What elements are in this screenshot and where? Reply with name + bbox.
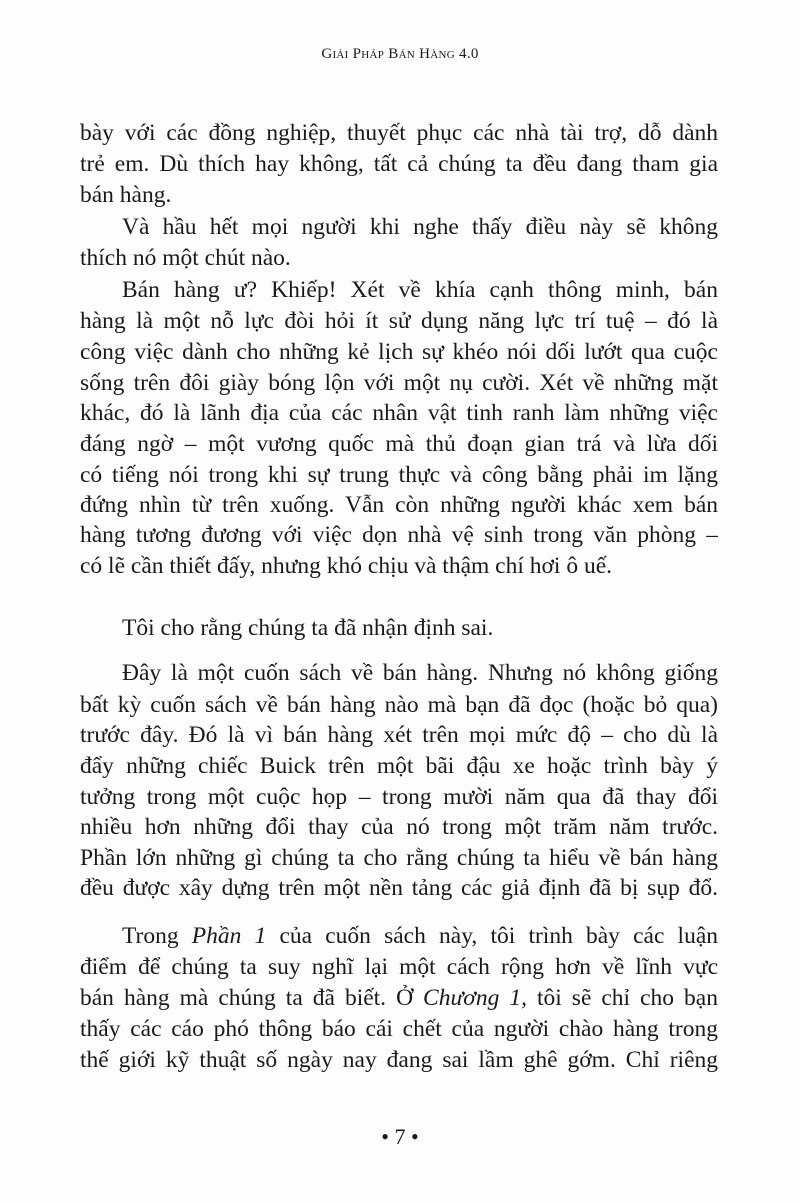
italic-term: Chương 1,	[423, 985, 527, 1011]
text-span: Trong	[122, 923, 192, 949]
text-line: sống trên đôi giày bóng lộn với một nụ cười. Xét về những mặt	[80, 370, 718, 396]
text-line: Bán hàng ư? Khiếp! Xét về khía cạnh thông minh, bán	[122, 277, 718, 303]
text-line: Tôi cho rằng chúng ta đã nhận định sai.	[122, 615, 494, 641]
running-header: Giải Pháp Bán Hàng 4.0	[321, 46, 479, 62]
text-line: công việc dành cho những kẻ lịch sự khéo nói dối lướt qua cuộc	[80, 339, 718, 365]
text-line: Đây là một cuốn sách về bán hàng. Nhưng nó không giống	[122, 660, 718, 686]
text-line	[80, 983, 718, 1013]
text-line: nhiều hơn những đổi thay của nó trong một trăm năm trước.	[80, 814, 718, 840]
text-span: của cuốn sách này, tôi trình bày các luận	[266, 923, 718, 949]
text-span: bán hàng mà chúng ta đã biết. Ở	[80, 985, 424, 1011]
text-line: hàng là một nỗ lực đòi hỏi ít sử dụng năng lực trí tuệ – đó là	[80, 308, 718, 334]
text-line: điểm để chúng ta suy nghĩ lại một cách rộng hơn về lĩnh vực	[80, 954, 718, 980]
text-line: đều được xây dựng trên một nền tảng các giả định đã bị sụp đổ.	[80, 875, 718, 901]
text-line: có lẽ cần thiết đấy, nhưng khó chịu và thậm chí hơi ô uế.	[80, 553, 613, 579]
text-line: trước đây. Đó là vì bán hàng xét trên mọi mức độ – cho dù là	[80, 722, 718, 748]
text-line: trẻ em. Dù thích hay không, tất cả chúng ta đều đang tham gia	[80, 151, 718, 177]
text-line: Và hầu hết mọi người khi nghe thấy điều này sẽ không	[122, 214, 718, 240]
italic-term: Phần 1	[191, 923, 267, 949]
text-line: hàng tương đương với việc dọn nhà vệ sinh trong văn phòng –	[80, 522, 718, 548]
text-line: bất kỳ cuốn sách về bán hàng nào mà bạn đã đọc (hoặc bỏ qua)	[80, 692, 718, 718]
text-line: đẩy những chiếc Buick trên một bãi đậu xe hoặc trình bày ý	[80, 753, 718, 779]
page-number: • 7 •	[381, 1124, 419, 1149]
text-line: bày với các đồng nghiệp, thuyết phục các nhà tài trợ, dỗ dành	[80, 120, 718, 146]
text-line: Phần lớn những gì chúng ta cho rằng chúng ta hiểu về bán hàng	[80, 845, 718, 871]
text-line: tưởng trong một cuộc họp – trong mười năm qua đã thay đổi	[80, 784, 718, 810]
text-line	[122, 921, 718, 951]
text-line: thấy các cáo phó thông báo cái chết của người chào hàng trong	[80, 1016, 718, 1042]
text-line: bán hàng.	[80, 182, 172, 208]
text-line: thích nó một chút nào.	[80, 245, 291, 271]
text-line: đáng ngờ – một vương quốc mà thủ đoạn gian trá và lừa dối	[80, 431, 718, 457]
text-span: tôi sẽ chỉ cho bạn	[526, 985, 718, 1011]
text-line: khác, đó là lãnh địa của các nhân vật tinh ranh làm những việc	[80, 400, 718, 426]
text-line: đứng nhìn từ trên xuống. Vẫn còn những người khác xem bán	[80, 492, 718, 518]
text-line: có tiếng nói trong khi sự trung thực và công bằng phải im lặng	[80, 462, 718, 488]
text-line: thế giới kỹ thuật số ngày nay đang sai lầm ghê gớm. Chỉ riêng	[80, 1047, 718, 1073]
